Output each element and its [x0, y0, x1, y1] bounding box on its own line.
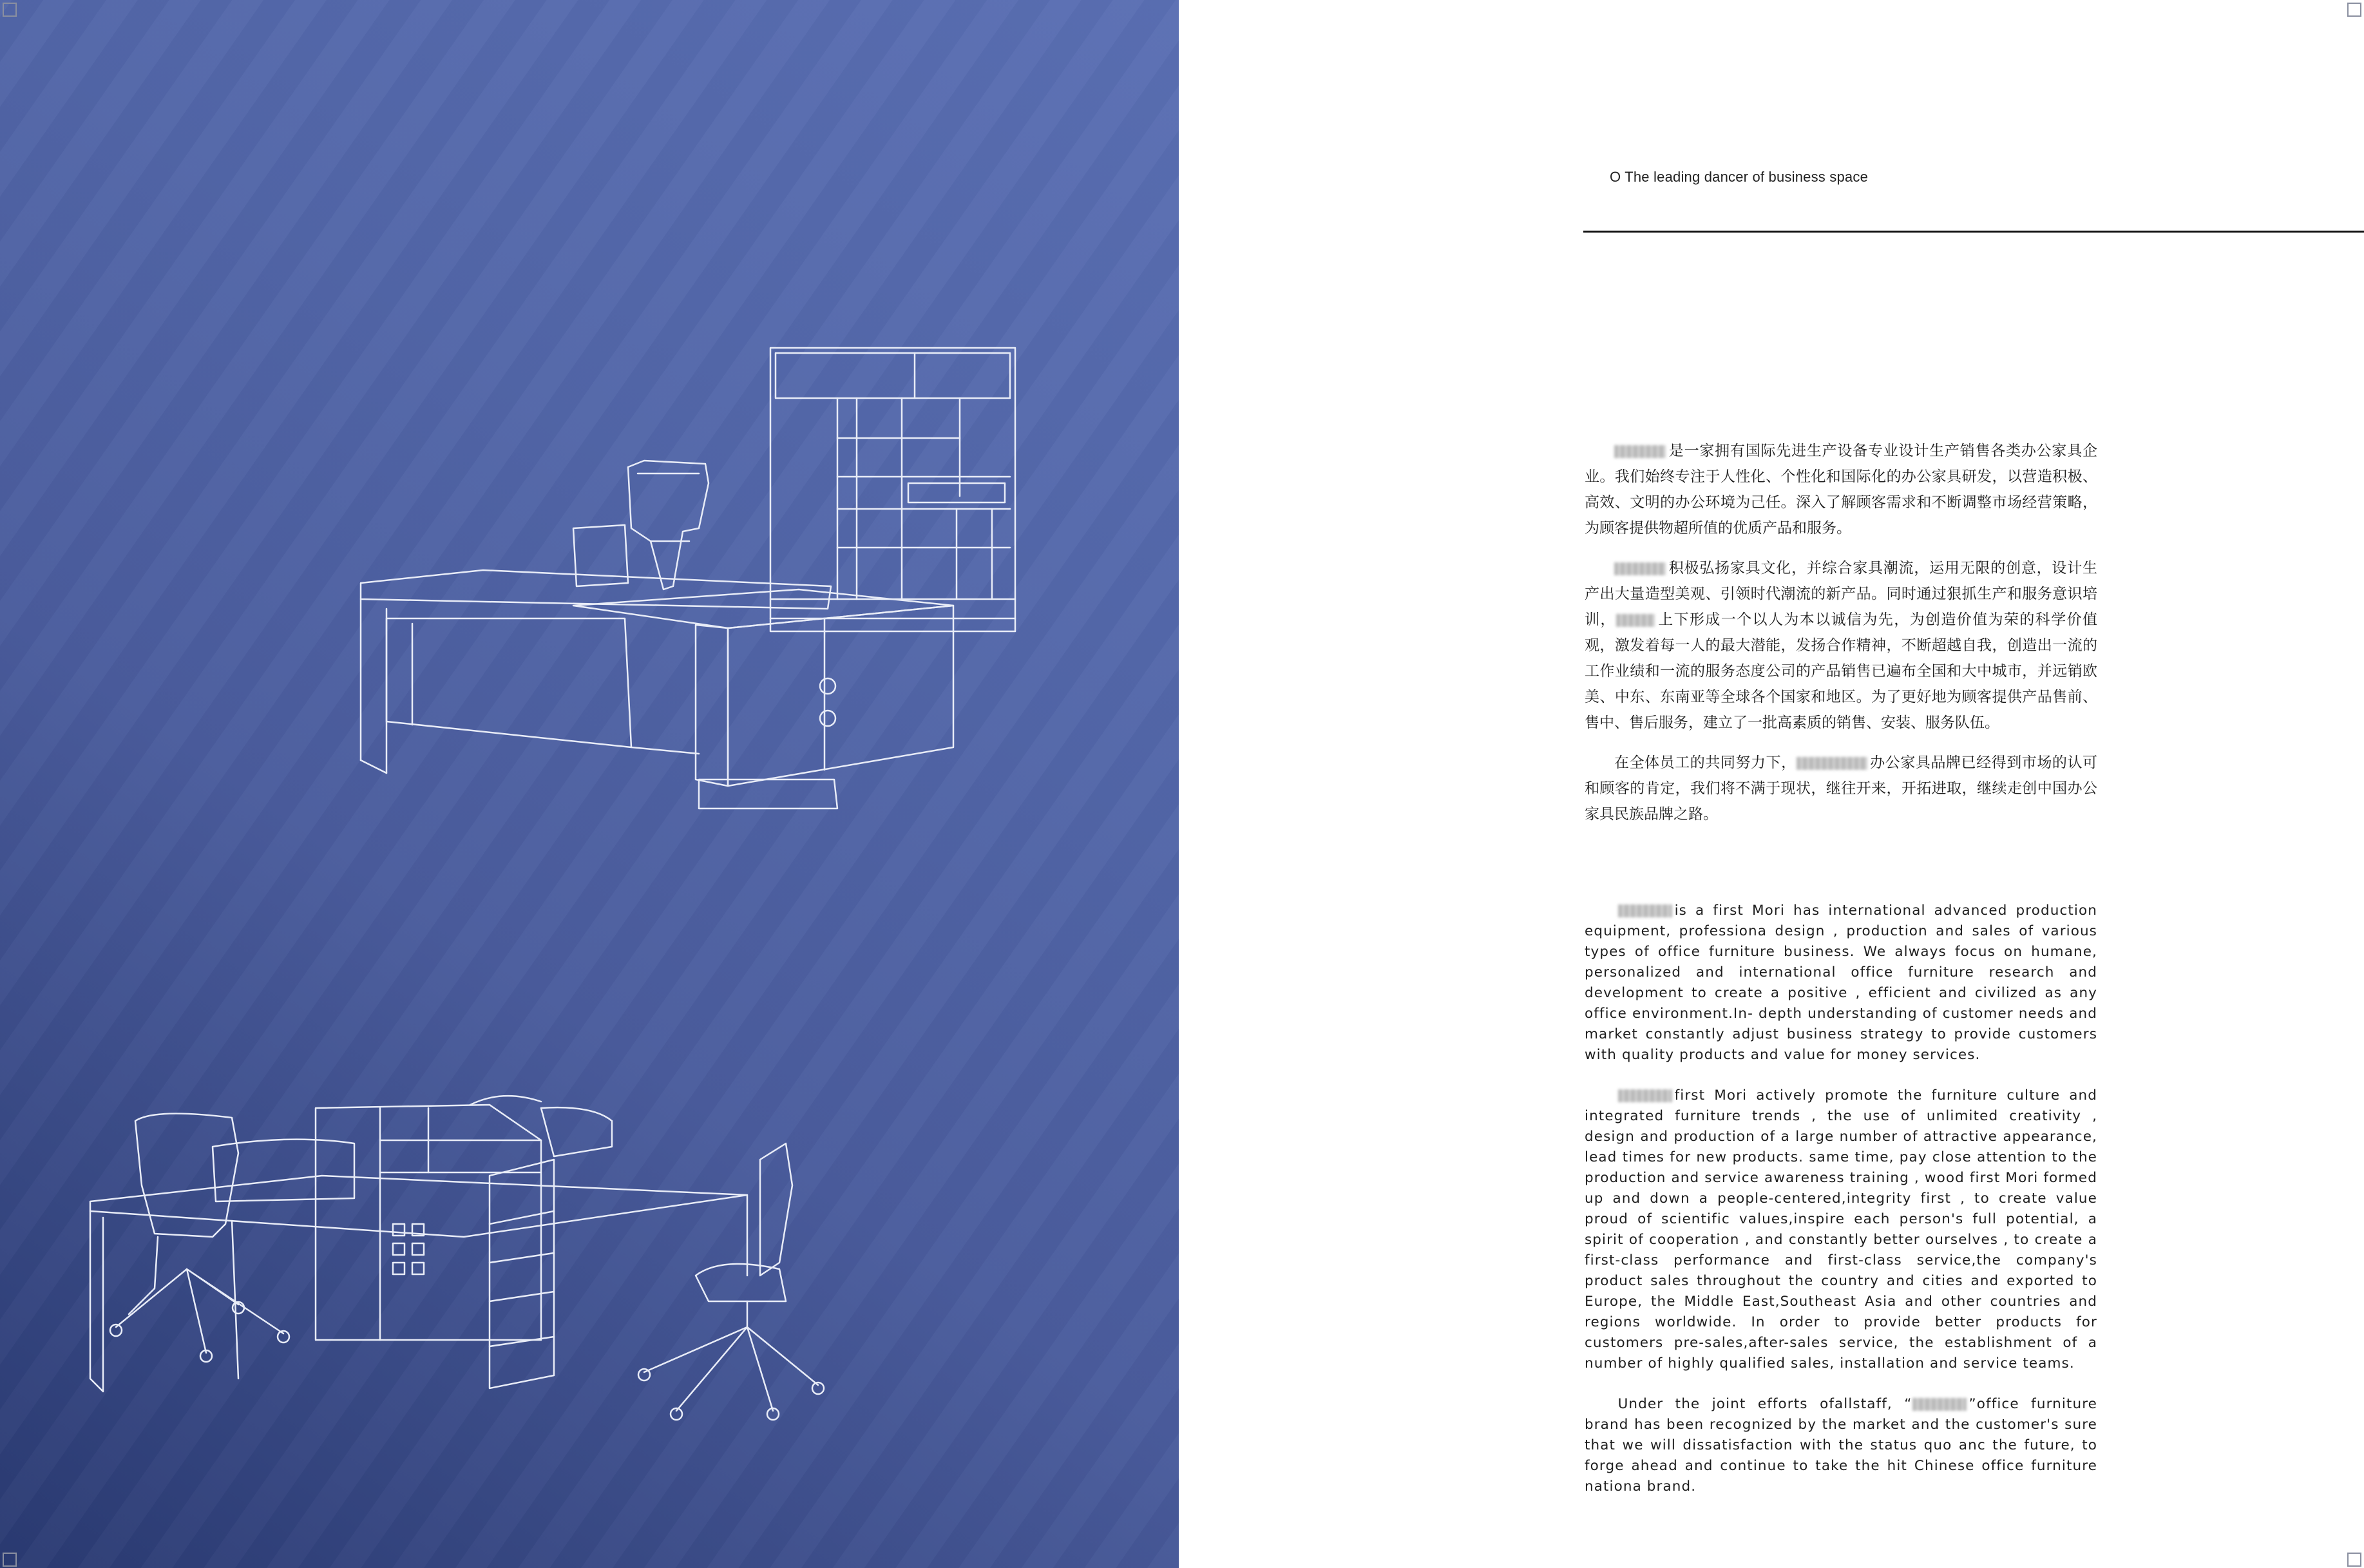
cn-paragraph: 积极弘扬家具文化，并综合家具潮流，运用无限的创意，设计生产出大量造型美观、引领时代潮流的新产品。同时通过狠抓生产和服务意识培训， 上下形成一个以人为本以诚信为先，为创造价值为荣的科学价值观，激发着每一人的最大潜能，发扬合作精神，不断超越自我，创造出一流的工作业绩和一流的服务态度公司的产品销售已遍布全国和大中城市，并远销欧美、中东、东南亚等全球各个国家和地区。为了更好地为顾客提供产品售前、售中、售后服务，建立了一批高素质的销售、安装、服务队伍。 — [1585, 560, 2098, 731]
en-paragraph: first Mori actively promote the furniture culture and integrated furniture trends , the use of unlimited creativity , design and production of a large number of attractive appearance, lead times for new products. same time, pay close attention to the production and service awareness training , wood first Mori formed up and down a people-centered,integrity first , to create value proud of scientific values,inspire each person's full potential, a spirit of cooperation , and constantly better ourselves , to create a first-class performance and first-class service,the company's product sales throughout the country and cities and exported to Europe, the Middle East,Southeast Asia and other countries and regions worldwide. In order to provide better products for customers pre-sales,after-sales service, the establishment of a number of highly qualified sales, installation and service teams. — [1585, 1087, 2097, 1372]
executive-desk-drawing — [348, 335, 1134, 825]
redacted-brand — [1618, 904, 1672, 917]
redacted-brand — [1614, 445, 1666, 458]
redacted-brand — [1618, 1089, 1672, 1102]
cn-paragraph: 是一家拥有国际先进生产设备专业设计生产销售各类办公家具企业。我们始终专注于人性化、个性化和国际化的办公家具研发，以营造积极、高效、文明的办公环境为己任。深入了解顾客需求和不断调整市场经营策略，为顾客提供物超所值的优质产品和服务。 — [1585, 443, 2097, 537]
redacted-brand — [1912, 1398, 1967, 1411]
right-page — [1179, 0, 2364, 1568]
cn-paragraph: 在全体员工的共同努力下， 办公家具品牌已经得到市场的认可和顾客的肯定，我们将不满于现状，继往开来，开拓进取，继续走创中国办公家具民族品牌之路。 — [1585, 754, 2098, 823]
en-paragraph: is a first Mori has international advanced production equipment, professiona design , production and sales of various types of office furniture business. We always focus on humane, personalized and international office furniture research and development to create a positive , efficient and civilized as any office environment.In- depth understanding of customer needs and market constantly adjust business strategy to provide customers with quality products and value for money services. — [1585, 903, 2097, 1063]
crop-mark-icon — [3, 1553, 17, 1567]
redacted-brand — [1797, 757, 1867, 770]
english-text-block — [1585, 901, 2097, 1517]
workstation-drawing — [77, 1069, 915, 1443]
left-panel — [0, 0, 1179, 1568]
crop-mark-icon — [3, 3, 17, 17]
divider-rule — [1583, 231, 2364, 233]
en-paragraph: Under the joint efforts ofallstaff, “ ”office furniture brand has been recognized by the market and the customer's sure that we will dissatisfaction with the status quo anc the future, to forge ahead and continue to take the hit Chinese office furniture nationa brand. — [1585, 1396, 2097, 1495]
page-tagline: O The leading dancer of business space — [1610, 169, 1869, 185]
redacted-brand — [1614, 562, 1666, 575]
redacted-brand — [1616, 614, 1655, 627]
chinese-text-block — [1585, 438, 2097, 841]
